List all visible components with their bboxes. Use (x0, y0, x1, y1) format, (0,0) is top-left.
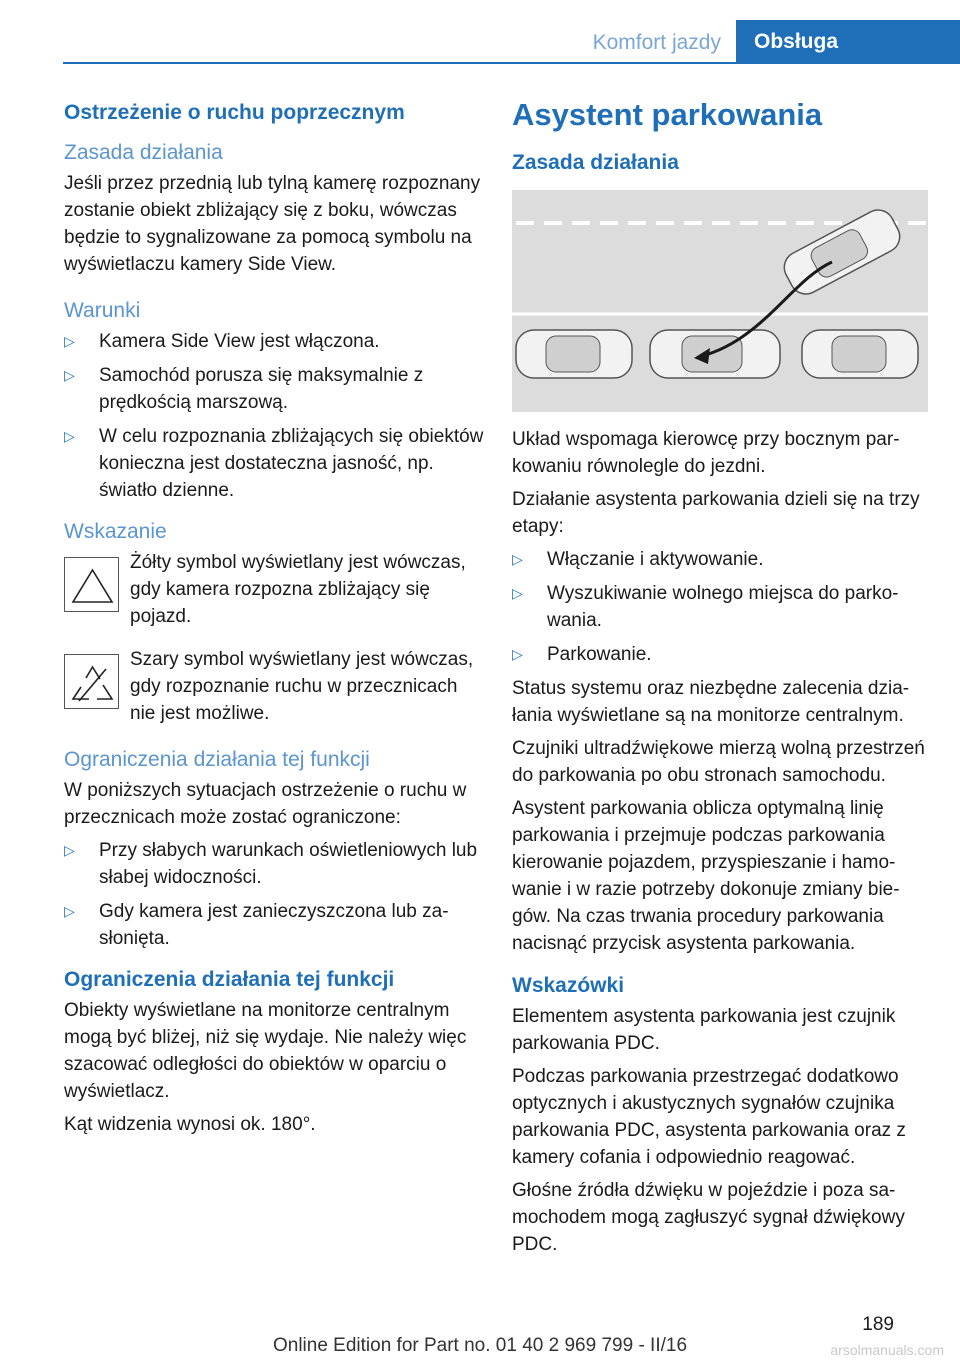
heading-limits-2: Ograniczenia działania tej funkcji (64, 968, 395, 991)
triangle-bullet-icon: ▷ (64, 428, 75, 444)
status-text: Status systemu oraz niezbędne zalecenia działania wyświetlane są na monitorze centralnym. (512, 678, 910, 726)
list-item: ▷ Parkowanie. (512, 641, 928, 668)
symbol-yellow-row (64, 549, 484, 630)
triangle-bullet-icon: ▷ (64, 903, 75, 919)
limits-list (64, 837, 484, 952)
list-item: ▷ Wyszukiwanie wolnego miejsca do parkowania. (512, 580, 928, 634)
triangle-bullet-icon: ▷ (512, 646, 523, 662)
limits-text-1: W poniższych sytuacjach ostrzeżenie o ruchu w przecznicach może zostać ograniczone: (64, 780, 467, 828)
list-item: ▷ Gdy kamera jest zanieczyszczona lub zasłonięta. (64, 898, 484, 952)
sensors-text: Czujniki ultradźwiękowe mierzą wolną przestrzeń do parkowania po obu stronach samochodu. (512, 738, 925, 786)
triangle-bullet-icon: ▷ (512, 551, 523, 567)
angle-text: Kąt widzenia wynosi ok. 180°. (64, 1114, 316, 1135)
warning-triangle-crossed-icon (64, 654, 119, 709)
stages-list (512, 546, 928, 668)
conditions-list (64, 328, 484, 504)
page-number: 189 (862, 1314, 894, 1335)
heading-principle-right: Zasada działania (512, 151, 679, 174)
hint-1: Elementem asystenta parkowania jest czujnik parkowania PDC. (512, 1006, 896, 1054)
triangle-bullet-icon: ▷ (512, 585, 523, 601)
header-tab-active[interactable]: Obsługa (736, 20, 960, 62)
principle-text: Jeśli przez przednią lub tylną kamerę rozpoznany zostanie obiekt zbliżający się z boku, wówczas będzie to sygnalizowane za pomocą symbolu na wyświetlaczu kamery Side View. (64, 173, 481, 275)
watermark: arsolmanuals.com (830, 1342, 944, 1358)
parking-illustration (512, 190, 928, 412)
calc-text: Asystent parkowania oblicza optymalną linię parkowania i przejmuje podczas parkowania kierowanie pojazdem, przyspieszanie i hamowanie i w razie potrzeby dokonuje zmiany biegów. Na czas trwania procedury parkowania nacisnąć przycisk asystenta parkowania. (512, 798, 900, 954)
parked-car-left (516, 330, 632, 378)
list-item: ▷ Włączanie i aktywowanie. (512, 546, 928, 573)
heading-principle: Zasada działania (64, 141, 223, 164)
limits-text-2: Obiekty wyświetlane na monitorze centralnym mogą być bliżej, niż się wydaje. Nie należy więc szacować odległości do obiektów w oparciu o wyświetlacz. (64, 1000, 467, 1102)
heading-limits-1: Ograniczenia działania tej funkcji (64, 748, 370, 771)
section-title-cross-traffic: Ostrzeżenie o ruchu poprzecznym (64, 101, 405, 124)
symbol-gray-row (64, 646, 484, 727)
heading-indication: Wskazanie (64, 520, 167, 543)
list-item: ▷ Przy słabych warunkach oświetleniowych lub słabej widoczności. (64, 837, 484, 891)
stages-text: Działanie asystenta parkowania dzieli się na trzy etapy: (512, 489, 920, 537)
list-item: ▷ W celu rozpoznania zbliżających się obiektów konieczna jest dostateczna jasność, np. światło dzienne. (64, 423, 484, 504)
target-car (650, 330, 780, 378)
triangle-bullet-icon: ▷ (64, 842, 75, 858)
list-item: ▷ Kamera Side View jest włączona. (64, 328, 484, 355)
heading-conditions: Warunki (64, 299, 141, 322)
header-section-label[interactable]: Komfort jazdy (592, 31, 721, 54)
hint-3: Głośne źródła dźwięku w pojeździe i poza samochodem mogą zagłuszyć sygnał dźwiękowy PDC. (512, 1180, 905, 1255)
symbol-yellow-text: Żółty symbol wyświetlany jest wówczas, gdy kamera rozpozna zbliżający się pojazd. (130, 552, 466, 627)
left-column (64, 100, 484, 1144)
triangle-bullet-icon: ▷ (64, 333, 75, 349)
right-column (512, 97, 928, 1264)
hint-2: Podczas parkowania przestrzegać dodatkowo optycznych i akustycznych sygnałów czujnika parkowania PDC, asystenta parkowania oraz z kamery cofania i odpowiednio reagować. (512, 1066, 906, 1168)
warning-triangle-icon (64, 557, 119, 612)
heading-hints: Wskazówki (512, 974, 625, 997)
parked-car-right (802, 330, 918, 378)
section-title-parking-assistant: Asystent parkowania (512, 97, 823, 132)
symbol-gray-text: Szary symbol wyświetlany jest wówczas, gdy rozpoznanie ruchu w przecznicach nie jest możliwe. (130, 649, 474, 724)
intro-text: Układ wspomaga kierowcę przy bocznym parkowaniu równolegle do jezdni. (512, 429, 900, 477)
triangle-bullet-icon: ▷ (64, 367, 75, 383)
list-item: ▷ Samochód porusza się maksymalnie z prędkością marszową. (64, 362, 484, 416)
edition-footer: Online Edition for Part no. 01 40 2 969 799 - II/16 (272, 1335, 688, 1356)
header-rule (63, 62, 960, 64)
